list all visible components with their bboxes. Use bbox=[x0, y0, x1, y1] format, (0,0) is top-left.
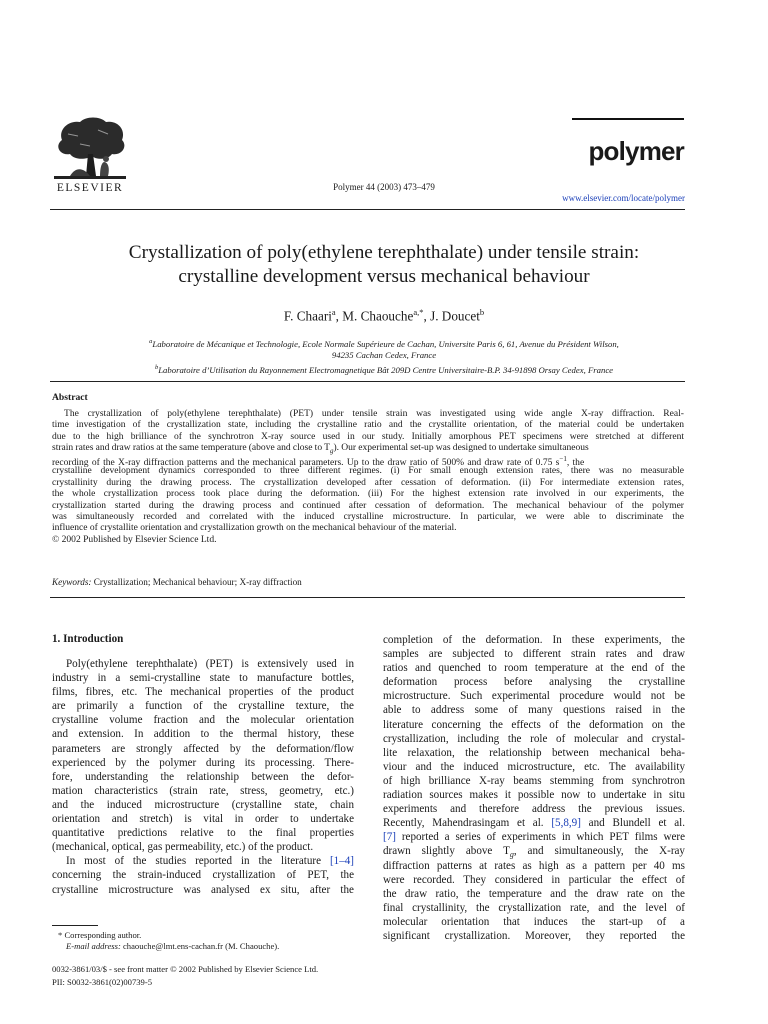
elsevier-tree-logo bbox=[50, 116, 130, 182]
author-name: F. Chaari bbox=[283, 308, 332, 324]
publication-info bbox=[52, 963, 318, 989]
paragraph-line: final crystallinity, the crystallization rate, and the level of bbox=[383, 901, 685, 914]
paragraph-line: orientation and stretch) is vital in order to undertake bbox=[52, 813, 354, 826]
paragraph-line: the draw ratio, the temperature and the draw rate on the bbox=[383, 887, 685, 900]
paragraph-line: films, fibres, etc. The mechanical properties of the product bbox=[52, 686, 354, 699]
paragraph-line: quantitative predictions relative to the final properties bbox=[52, 827, 354, 840]
paragraph-line: diffraction patterns at rates as high as a pattern per 40 ms bbox=[383, 859, 685, 872]
paragraph-line: viour and the induced microstructure, etc. The availability bbox=[383, 760, 685, 773]
paragraph-line: and the induced microstructure (crystalline state, chain bbox=[52, 798, 354, 811]
paragraph-line: microstructure. Such experimental procedure would not be bbox=[383, 690, 685, 703]
reference-link[interactable]: [5,8,9] bbox=[551, 817, 581, 830]
reference-link[interactable]: [1–4] bbox=[329, 855, 354, 868]
affiliation-a: $^a$Laboratoire de Mécanique et Technologie, Ecole Normale Supérieure de Cachan, Universite Paris 6, 61, Avenue du Président Wilson, bbox=[149, 338, 619, 349]
paragraph-line: fore, understanding the relationship between the defor- bbox=[52, 770, 354, 783]
affiliation-b: $^b$Laboratoire d’Utilisation du Rayonnement Electromagnetique Bât 209D Centre Universitaire-B.P. 34-91898 Orsay Cedex, France bbox=[154, 363, 614, 375]
paragraph-line: [7] reported a series of experiments in which PET films were bbox=[383, 831, 685, 844]
footnote-divider bbox=[52, 925, 98, 926]
abstract-line: due to the high brilliance of the synchrotron X-ray source used in our study. Initially amorphous PET specimens were stretched at different bbox=[52, 430, 684, 442]
author-name: M. Chaouche bbox=[342, 308, 414, 324]
abstract-top-divider bbox=[50, 381, 685, 382]
paragraph-line: drawn slightly above $T_g$, and simultaneously, the X-ray bbox=[383, 845, 685, 860]
paragraph-line: crystallization, including the role of molecular and crystal- bbox=[383, 732, 685, 745]
paragraph-line: lite relaxation, the relationship between mechanical beha- bbox=[383, 746, 685, 759]
abstract-line: strain rates and draw ratios at the same temperature (above and close to $T_g$). Our experimental set-up was designed to undertake simultaneous bbox=[52, 442, 589, 456]
paragraph-line: are primarily a function of the crystalline texture, the bbox=[52, 700, 354, 713]
paragraph-line: concerning the strain-induced crystallization of PET, the bbox=[52, 869, 354, 882]
paragraph-line: radiation sources makes it possible now to undertake in situ bbox=[383, 789, 685, 802]
abstract-line: the whole crystallization process took place during the deformation. (iii) For the highest extension rate involved in our experiments, the bbox=[52, 488, 684, 500]
abstract-line: was simultaneously recorded and correlated with the induced crystalline microstructure. In particular, we were able to discriminate the bbox=[52, 510, 684, 522]
abstract-line: influence of crystallite orientation and crystallization growth on the mechanical behaviour of the material. bbox=[52, 522, 457, 534]
reference-link[interactable]: [7] bbox=[383, 831, 396, 844]
abstract-line: The crystallization of poly(ethylene terephthalate) (PET) under tensile strain was investigated using wide angle X-ray diffraction. Real- bbox=[64, 408, 684, 419]
author-affiliation-mark: b bbox=[479, 307, 485, 317]
paragraph-line: crystalline volume fraction and the molecular orientation bbox=[52, 714, 354, 727]
paragraph-line: crystalline microstructure was analysed ex situ, after the bbox=[52, 883, 354, 896]
keywords-label: Keywords: bbox=[52, 577, 92, 587]
keywords bbox=[52, 577, 302, 587]
paragraph-line: In most of the studies reported in the literature [1–4] bbox=[66, 855, 354, 868]
paper-title-line-2: crystalline development versus mechanical behaviour bbox=[178, 266, 590, 287]
paragraph-line: samples are subjected to different strain rates and draw bbox=[383, 648, 685, 661]
journal-rule bbox=[572, 118, 684, 120]
paragraph-line: (mechanical, optical, gas permeability, etc.) of the product. bbox=[52, 841, 314, 854]
journal-citation: Polymer 44 (2003) 473–479 bbox=[333, 182, 435, 192]
paragraph-line: parameters are strongly affected by the deformation/flow bbox=[52, 742, 354, 755]
author-affiliation-mark: a bbox=[331, 307, 336, 317]
paper-title-line-1: Crystallization of poly(ethylene terephthalate) under tensile strain: bbox=[128, 242, 640, 263]
journal-url-link[interactable]: www.elsevier.com/locate/polymer bbox=[562, 193, 685, 203]
paragraph-line: were recorded. They considered in particular the effect of bbox=[383, 873, 685, 886]
paragraph-line: of high brilliance X-ray beams stemming from synchrotron bbox=[383, 774, 685, 787]
abstract-heading: Abstract bbox=[52, 392, 88, 403]
author-affiliation-mark: a,* bbox=[413, 307, 424, 317]
keywords-text: Crystallization; Mechanical behaviour; X-ray diffraction bbox=[93, 577, 302, 587]
paragraph-line: molecular orientation that induces the start-up of a bbox=[383, 915, 685, 928]
paragraph-line: industry in a semi-crystalline state to manufacture bottles, bbox=[52, 672, 354, 685]
abstract-line: time investigation of the crystallization state, including the crystalline ratio and the crystallite orientation, of the material could be undertaken bbox=[52, 419, 684, 431]
header-divider bbox=[50, 209, 685, 210]
paragraph-line: literature concerning the effects of the deformation on the bbox=[383, 718, 685, 731]
copyright-line: © 2002 Published by Elsevier Science Ltd. bbox=[52, 533, 217, 545]
paragraph-line: Poly(ethylene terephthalate) (PET) is extensively used in bbox=[66, 658, 354, 670]
paragraph-line: deformation process before analysing the crystalline bbox=[383, 676, 685, 689]
paragraph-line: mation characteristics (strain rate, stress, geometry, etc.) bbox=[52, 784, 354, 797]
abstract-line: crystallization started during the drawing process and continued after cessation of deformation. The mechanical behaviour of the polymer bbox=[52, 499, 684, 511]
paragraph-line: Recently, Mahendrasingam et al. [5,8,9] and Blundell et al. bbox=[383, 817, 685, 830]
pii-note: PII: S0032-3861(02)00739-5 bbox=[52, 977, 153, 987]
affiliation-a-cont: 94235 Cachan Cedex, France bbox=[331, 350, 437, 361]
paragraph-line: experiments and therefore address the previous issues. bbox=[383, 803, 685, 816]
abstract-bottom-divider bbox=[50, 597, 685, 598]
author-name: J. Doucet bbox=[430, 308, 480, 324]
corresponding-author-note: * Corresponding author. bbox=[58, 930, 142, 940]
left-column bbox=[52, 657, 354, 897]
front-matter-note: 0032-3861/03/$ - see front matter © 2002 Published by Elsevier Science Ltd. bbox=[52, 964, 319, 974]
paragraph-line: ratios and quenched to room temperature at the end of the bbox=[383, 662, 685, 675]
footnotes bbox=[52, 930, 279, 952]
author-line: F. Chaari$^a$, M. Chaouche$^{a,*}$, J. Doucet$^b$ bbox=[283, 307, 485, 324]
paragraph-line: significant crystallization. Moreover, they reported the bbox=[383, 929, 685, 942]
paragraph-line: experienced by the polymer during its processing. There- bbox=[52, 756, 354, 769]
section-heading: 1. Introduction bbox=[52, 633, 124, 645]
publisher-name: ELSEVIER bbox=[56, 182, 124, 194]
journal-wordmark: polymer bbox=[588, 136, 684, 166]
paper-title bbox=[40, 241, 728, 289]
paragraph-line: completion of the deformation. In these experiments, the bbox=[383, 634, 685, 646]
abstract-line: recording of the X-ray diffraction patterns and the mechanical parameters. Up to the draw ratio of 500% and draw rate of 0.75 $s^{-1}$, the bbox=[52, 454, 585, 468]
affiliations bbox=[60, 336, 708, 376]
right-column bbox=[383, 633, 685, 943]
email-note: E-mail address: chaouche@lmt.ens-cachan.fr (M. Chaouche). bbox=[66, 941, 280, 951]
paragraph-line: and extension. In addition to the thermal history, these bbox=[52, 728, 354, 741]
abstract-line: crystallinity during the drawing process. The crystallization developed after cessation of deformation. (ii) For intermediate extension rates, bbox=[52, 476, 684, 488]
abstract-line: crystalline development dynamics corresponded to three different regimes. (i) For small enough extension rates, there was no measurable bbox=[52, 465, 684, 477]
paragraph-line: able to address some of many questions raised in the bbox=[383, 704, 685, 717]
abstract-body bbox=[52, 408, 684, 545]
